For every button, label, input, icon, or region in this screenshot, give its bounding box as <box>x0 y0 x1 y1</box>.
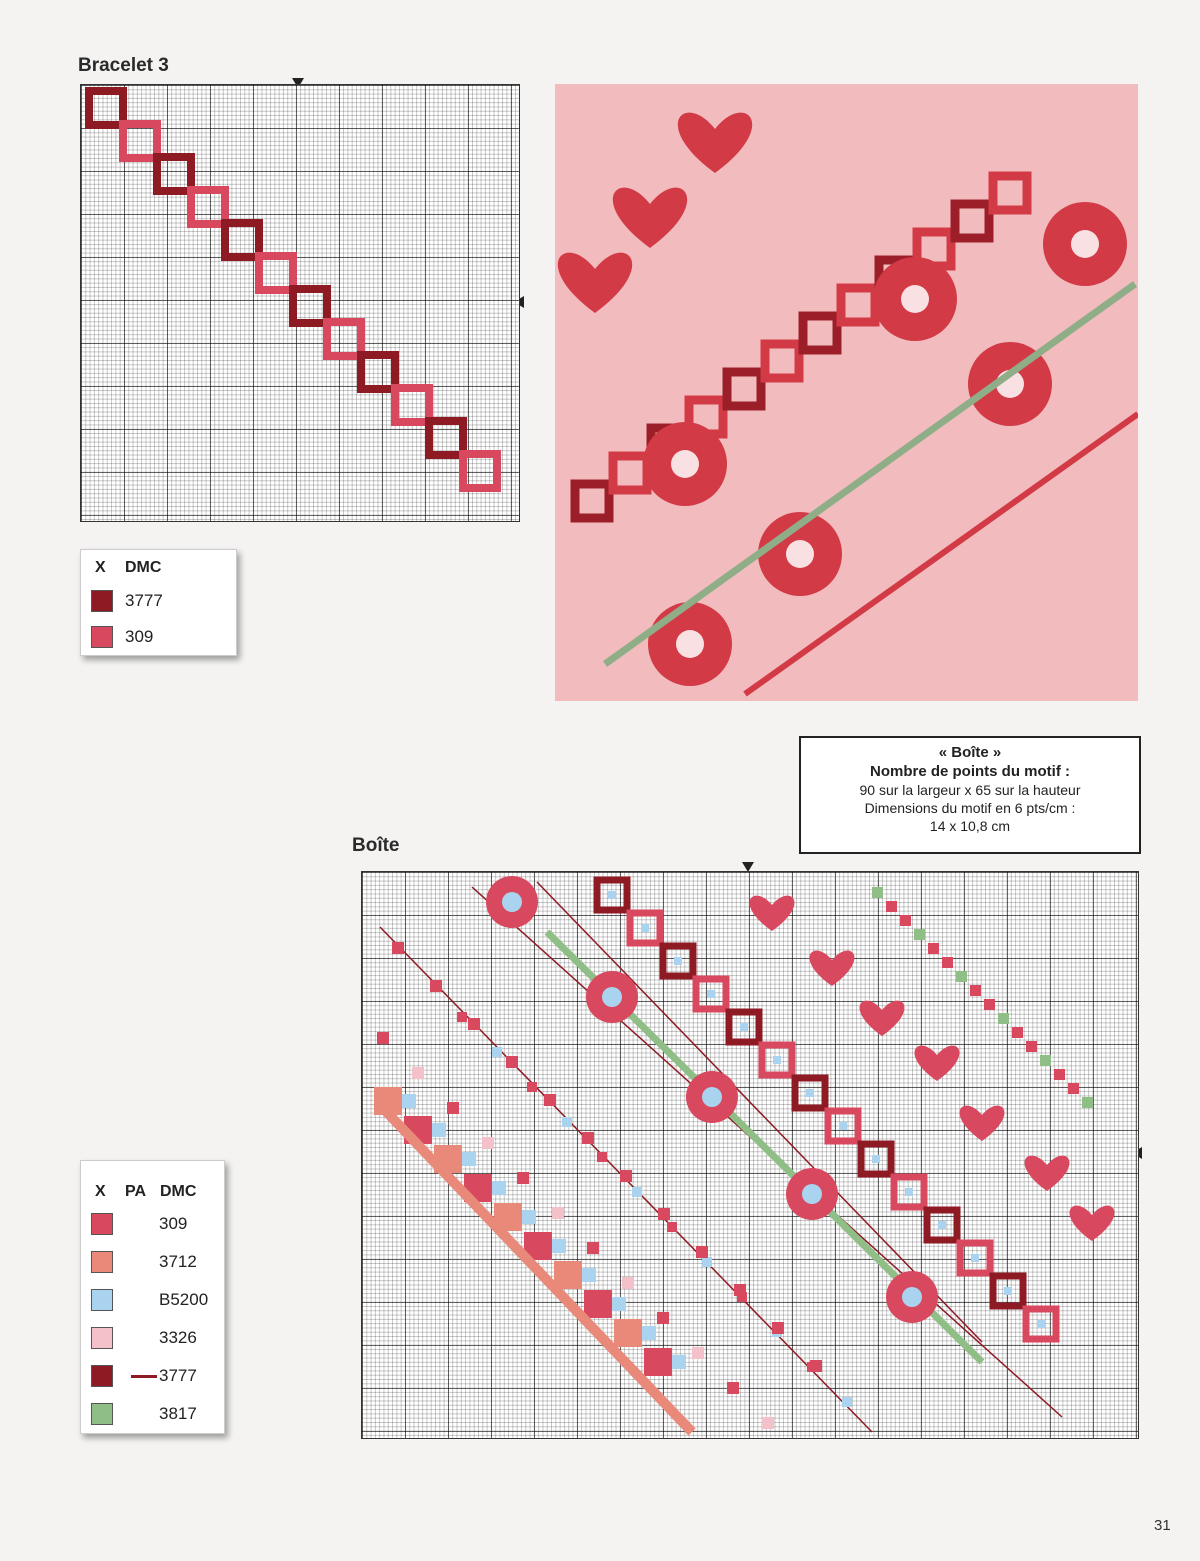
flower-center <box>802 1184 822 1204</box>
bud <box>632 1187 642 1197</box>
chain-center <box>1037 1320 1045 1328</box>
border-accent <box>612 1297 626 1311</box>
heart <box>960 1106 1005 1141</box>
flower-center <box>502 892 522 912</box>
bead <box>1082 1097 1093 1108</box>
bead <box>886 901 897 912</box>
border-accent <box>522 1210 536 1224</box>
bead <box>998 1013 1009 1024</box>
bud <box>842 1397 852 1407</box>
bead <box>1040 1055 1051 1066</box>
heart <box>915 1046 960 1081</box>
bud <box>430 980 442 992</box>
legend-header-pa: PA <box>125 1183 147 1200</box>
border-accent <box>642 1326 656 1340</box>
chain-center <box>971 1254 979 1262</box>
bud <box>377 1032 389 1044</box>
border-accent <box>672 1355 686 1369</box>
legend-header-dmc: DMC <box>125 559 162 576</box>
legend-header-x: X <box>95 559 106 576</box>
stitched-chain-link <box>803 316 837 350</box>
bead <box>872 887 883 898</box>
chain-link <box>157 157 191 191</box>
dmc-code: B5200 <box>159 1290 209 1309</box>
bud <box>562 1117 572 1127</box>
chain-center <box>905 1188 913 1196</box>
chain-link <box>327 322 361 356</box>
chain-center <box>806 1089 814 1097</box>
bud <box>544 1094 556 1106</box>
chain-center <box>740 1023 748 1031</box>
border-accent <box>462 1152 476 1166</box>
stitched-flower-center <box>786 540 814 568</box>
bud <box>392 942 404 954</box>
chain-link <box>225 223 259 257</box>
bud <box>517 1172 529 1184</box>
legend-header-x: X <box>95 1183 106 1200</box>
border-step <box>584 1290 612 1318</box>
stitched-flower-center <box>901 285 929 313</box>
dmc-code: 309 <box>159 1214 188 1233</box>
bead <box>1026 1041 1037 1052</box>
bud <box>412 1067 424 1079</box>
motif-dimensions-label: Dimensions du motif en 6 pts/cm : <box>864 800 1076 816</box>
bud <box>734 1284 746 1296</box>
motif-dimensions: 14 x 10,8 cm <box>929 818 1011 834</box>
stitched-photo <box>555 84 1138 701</box>
chain-center <box>674 957 682 965</box>
color-swatch <box>91 1251 113 1273</box>
stitched-heart <box>678 113 752 173</box>
bracelet-legend <box>80 549 237 656</box>
bud <box>810 1360 822 1372</box>
chain-link <box>123 124 157 158</box>
dmc-code: 3777 <box>125 591 163 610</box>
dmc-code: 3817 <box>159 1404 197 1423</box>
bead <box>1068 1083 1079 1094</box>
border-step <box>614 1319 642 1347</box>
bud <box>772 1322 784 1334</box>
bud <box>582 1132 594 1144</box>
border-accent <box>552 1239 566 1253</box>
color-swatch <box>91 1289 113 1311</box>
boite-pattern <box>362 872 1138 1438</box>
motif-name: « Boîte » <box>938 744 1002 761</box>
chain-center <box>608 891 616 899</box>
motif-info-box <box>799 736 1141 854</box>
bud <box>658 1208 670 1220</box>
bead <box>928 943 939 954</box>
bead <box>900 915 911 926</box>
chain-link <box>191 190 225 224</box>
flower-center <box>702 1087 722 1107</box>
border-accent <box>402 1094 416 1108</box>
chain-center <box>707 990 715 998</box>
chain-link <box>259 256 293 290</box>
color-swatch <box>91 1365 113 1387</box>
flower-center <box>902 1287 922 1307</box>
bracelet-title: Bracelet 3 <box>78 55 169 76</box>
motif-stitch-count: 90 sur la largeur x 65 sur la hauteur <box>859 782 1081 798</box>
bud <box>657 1312 669 1324</box>
flower-center <box>602 987 622 1007</box>
chain-link <box>395 388 429 422</box>
bud <box>468 1018 480 1030</box>
bud <box>457 1012 467 1022</box>
border-accent <box>582 1268 596 1282</box>
chain-center <box>641 924 649 932</box>
bud <box>506 1056 518 1068</box>
chain-center <box>872 1155 880 1163</box>
border-accent <box>492 1181 506 1195</box>
stitched-chain-link <box>993 176 1027 210</box>
motif-heading: Nombre de points du motif : <box>870 763 1070 780</box>
bracelet-chart-grid <box>80 84 520 522</box>
stitched-chain-link <box>613 456 647 490</box>
stitched-chain-link <box>575 484 609 518</box>
color-swatch <box>91 626 113 648</box>
stitched-flower-center <box>671 450 699 478</box>
heart <box>1070 1206 1115 1241</box>
bead <box>914 929 925 940</box>
color-swatch <box>91 1403 113 1425</box>
stitched-chain-link <box>955 204 989 238</box>
heart <box>750 896 795 931</box>
dmc-code: 3326 <box>159 1328 197 1347</box>
bud <box>527 1082 537 1092</box>
stitched-heart <box>558 253 632 313</box>
bead <box>942 957 953 968</box>
chain-link <box>429 421 463 455</box>
chain-link <box>463 454 497 488</box>
chain-link <box>89 91 123 125</box>
chain-link <box>361 355 395 389</box>
bead <box>1012 1027 1023 1038</box>
bead <box>1054 1069 1065 1080</box>
chain-center <box>1004 1287 1012 1295</box>
stitched-chain-link <box>841 288 875 322</box>
stitched-chain-link <box>727 372 761 406</box>
bud <box>762 1417 774 1429</box>
color-swatch <box>91 1327 113 1349</box>
color-swatch <box>91 1213 113 1235</box>
dmc-code: 3712 <box>159 1252 197 1271</box>
bead <box>956 971 967 982</box>
stitched-flower-center <box>676 630 704 658</box>
bud <box>620 1170 632 1182</box>
border-step <box>644 1348 672 1376</box>
bud <box>727 1382 739 1394</box>
chain-center <box>938 1221 946 1229</box>
boite-chart-grid <box>361 871 1139 1439</box>
heart <box>1025 1156 1070 1191</box>
legend-header-dmc: DMC <box>160 1183 197 1200</box>
bud <box>597 1152 607 1162</box>
stitched-photo-art <box>555 84 1138 701</box>
bud <box>696 1246 708 1258</box>
page-number: 31 <box>1154 1517 1171 1534</box>
bud <box>622 1277 634 1289</box>
bud <box>667 1222 677 1232</box>
border-band <box>377 1102 692 1432</box>
dmc-code: 309 <box>125 627 154 646</box>
backstitch-line <box>131 1375 157 1378</box>
bud <box>492 1047 502 1057</box>
bracelet-pattern <box>81 85 519 521</box>
boite-legend <box>80 1160 225 1434</box>
bud <box>482 1137 494 1149</box>
bud <box>692 1347 704 1359</box>
stitched-heart <box>613 188 687 248</box>
bead <box>984 999 995 1010</box>
stitched-flower-center <box>1071 230 1099 258</box>
chain-center <box>839 1122 847 1130</box>
bud <box>702 1257 712 1267</box>
bud <box>447 1102 459 1114</box>
chain-center <box>773 1056 781 1064</box>
dmc-code: 3777 <box>159 1366 197 1385</box>
bud <box>587 1242 599 1254</box>
border-accent <box>432 1123 446 1137</box>
bud <box>552 1207 564 1219</box>
stitched-chain-link <box>765 344 799 378</box>
chain-link <box>293 289 327 323</box>
heart <box>860 1001 905 1036</box>
bead <box>970 985 981 996</box>
boite-title: Boîte <box>352 835 400 856</box>
color-swatch <box>91 590 113 612</box>
heart <box>810 951 855 986</box>
